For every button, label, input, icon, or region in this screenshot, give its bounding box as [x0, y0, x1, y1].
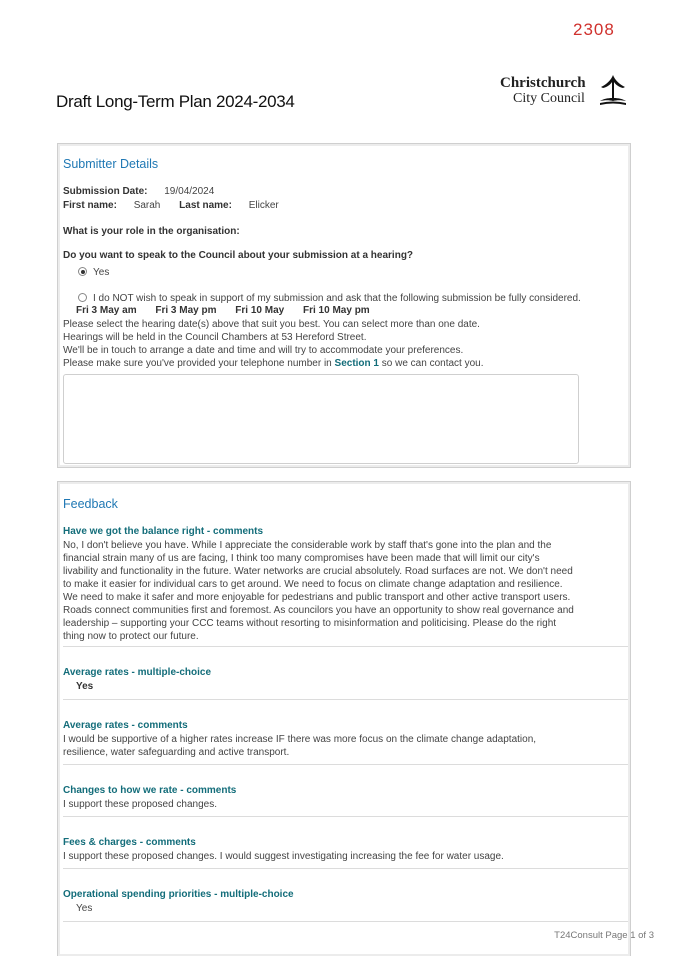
logo-line-2: City Council	[513, 91, 585, 106]
hearing-date: Fri 10 May	[235, 305, 285, 316]
section-1-link[interactable]: Section 1	[334, 358, 379, 369]
name-row	[63, 200, 279, 211]
divider	[63, 921, 628, 922]
hearing-yes-option[interactable]	[78, 267, 109, 278]
first-name-label: First name:	[63, 200, 117, 211]
role-question: What is your role in the organisation:	[63, 226, 240, 237]
answer-balance: No, I don't believe you have. While I appreciate the considerable work by staff that's gone into the plan and the financial strain many of us are facing, I think too many compromises have been made that will limit our city's livability and functionality in the future. Water networks are crucial absolutely. Road surfaces are not. We don't need to make it easier for individual cars to get around. We need to focus on climate change adaptation and resilience. We need to make it safer and more enjoyable for pedestrians and public transport and other active transport users. Roads connect communities first and foremost. As councilors you have an opportunity to show real governance and leadership – supporting your CCC teams without resorting to misinformation and politicising. Please do the right thing now to protect our future.	[63, 540, 574, 642]
answer-average-rates-comments: I would be supportive of a higher rates increase IF there was more focus on the climate change adaptation, resilience, water safeguarding and active transport.	[63, 734, 537, 758]
page-footer: T24Consult Page 1 of 3	[554, 930, 654, 941]
answer-average-rates-choice: Yes	[76, 681, 94, 692]
divider	[63, 764, 628, 765]
question-average-rates-choice: Average rates - multiple-choice	[63, 667, 212, 678]
question-operational-spending: Operational spending priorities - multiple-choice	[63, 889, 294, 900]
question-changes-how-we-rate: Changes to how we rate - comments	[63, 785, 237, 796]
comments-textarea[interactable]	[63, 374, 579, 464]
hearing-date: Fri 3 May pm	[155, 305, 217, 316]
radio-yes[interactable]	[78, 267, 87, 276]
divider	[63, 646, 628, 647]
answer-operational-spending: Yes	[76, 903, 93, 914]
feedback-heading: Feedback	[63, 497, 118, 511]
hearing-no-option[interactable]	[78, 293, 581, 304]
info-4-text: Please make sure you've provided your telephone number in	[63, 358, 332, 369]
question-balance: Have we got the balance right - comments	[63, 526, 264, 537]
hearing-no-label: I do NOT wish to speak in support of my submission and ask that the following submission be fully considered.	[93, 293, 581, 304]
submitter-details-heading: Submitter Details	[63, 157, 159, 171]
divider	[63, 868, 628, 869]
hearing-dates	[76, 305, 370, 316]
feedback-panel	[57, 481, 631, 956]
hearing-date: Fri 10 May pm	[303, 305, 370, 316]
question-fees-charges: Fees & charges - comments	[63, 837, 196, 848]
divider	[63, 816, 628, 817]
answer-fees-charges: I support these proposed changes. I would suggest investigating increasing the fee for water usage.	[63, 851, 504, 862]
hearing-info-3: We'll be in touch to arrange a date and time and will try to accommodate your preferences.	[63, 345, 464, 356]
answer-changes-how-we-rate: I support these proposed changes.	[63, 799, 217, 810]
last-name-value: Elicker	[248, 200, 279, 211]
hearing-date: Fri 3 May am	[76, 305, 137, 316]
submission-date-label: Submission Date:	[63, 186, 148, 197]
document-title: Draft Long-Term Plan 2024-2034	[56, 92, 295, 111]
hearing-info-4	[63, 358, 484, 369]
cathedral-icon	[598, 74, 628, 106]
last-name-label: Last name:	[179, 200, 232, 211]
hearing-info-2: Hearings will be held in the Council Chambers at 53 Hereford Street.	[63, 332, 367, 343]
submission-date-row	[63, 186, 214, 197]
first-name-value: Sarah	[133, 200, 161, 211]
submission-date-value: 19/04/2024	[164, 186, 215, 197]
radio-no[interactable]	[78, 293, 87, 302]
submitter-details-panel	[57, 143, 631, 468]
hearing-info-1: Please select the hearing date(s) above that suit you best. You can select more than one date.	[63, 319, 480, 330]
logo-line-1: Christchurch	[500, 75, 586, 91]
council-logo	[500, 74, 628, 108]
info-4-text-end: so we can contact you.	[381, 358, 484, 369]
question-average-rates-comments: Average rates - comments	[63, 720, 188, 731]
hearing-question: Do you want to speak to the Council about your submission at a hearing?	[63, 250, 414, 261]
divider	[63, 699, 628, 700]
hearing-yes-label: Yes	[93, 267, 110, 278]
submission-number: 2308	[573, 20, 615, 39]
